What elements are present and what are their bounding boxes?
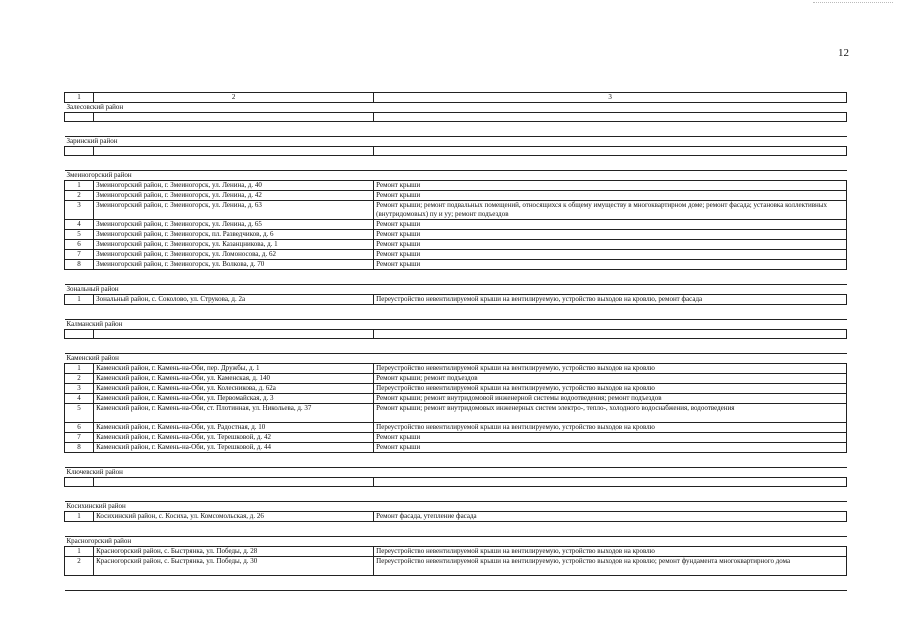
table-row: [65, 547, 847, 557]
address-cell: Змеиногорский район, г. Змеиногорск, ул. Ленина, д. 42: [94, 191, 374, 201]
empty-row: [65, 147, 847, 156]
empty-cell: [65, 478, 94, 487]
empty-cell: [374, 478, 847, 487]
row-number: 4: [65, 394, 94, 404]
address-cell: Каменский район, г. Камень-на-Оби, ул. Терешковой, д. 42: [94, 433, 374, 443]
empty-cell: [94, 330, 374, 339]
work-cell: Ремонт крыши: [374, 433, 847, 443]
empty-cell: [374, 147, 847, 156]
row-number: 1: [65, 547, 94, 557]
empty-row: [65, 330, 847, 339]
gap-cell: [65, 487, 847, 502]
district-name: Красногорский район: [65, 537, 847, 547]
row-number: 4: [65, 220, 94, 230]
row-number: 7: [65, 433, 94, 443]
table-row: [65, 230, 847, 240]
row-number: 8: [65, 260, 94, 270]
address-cell: Зональный район, с. Соколово, ул. Струкова, д. 2а: [94, 295, 374, 305]
table-row: [65, 364, 847, 374]
row-number: 3: [65, 201, 94, 220]
district-row: [65, 468, 847, 478]
address-cell: Змеиногорский район, г. Змеиногорск, ул. Ленина, д. 65: [94, 220, 374, 230]
work-cell: Ремонт фасада, утепление фасада: [374, 512, 847, 522]
address-cell: Каменский район, г. Камень-на-Оби, ул. Радостная, д. 10: [94, 423, 374, 433]
row-number: 2: [65, 374, 94, 384]
work-cell: Переустройство невентилируемой крыши на вентилируемую, устройство выходов на кровлю: [374, 384, 847, 394]
district-name: Залесовский район: [65, 103, 847, 113]
district-name: Ключевский район: [65, 468, 847, 478]
work-cell: Ремонт крыши: [374, 181, 847, 191]
empty-row: [65, 113, 847, 122]
row-number: 6: [65, 240, 94, 250]
row-number: 3: [65, 384, 94, 394]
gap-cell: [65, 339, 847, 354]
empty-cell: [65, 147, 94, 156]
work-cell: Ремонт крыши; ремонт внутридомовой инженерной системы водоотведения; ремонт подъездов: [374, 394, 847, 404]
section-gap: [65, 453, 847, 468]
address-cell: Каменский район, г. Камень-на-Оби, ст. Плотинная, ул. Никольева, д. 37: [94, 404, 374, 423]
section-gap: [65, 522, 847, 537]
work-cell: Ремонт крыши: [374, 250, 847, 260]
row-number: 1: [65, 364, 94, 374]
row-number: 2: [65, 557, 94, 576]
gap-cell: [65, 453, 847, 468]
gap-cell: [65, 270, 847, 285]
address-cell: Красногорский район, с. Быстрянка, ул. Победы, д. 30: [94, 557, 374, 576]
gap-cell: [65, 156, 847, 171]
col-header-work: 3: [374, 93, 847, 103]
address-cell: Каменский район, г. Камень-на-Оби, ул. Колесникова, д. 62а: [94, 384, 374, 394]
row-number: 5: [65, 230, 94, 240]
table-row: [65, 404, 847, 423]
section-gap: [65, 487, 847, 502]
work-cell: Ремонт крыши: [374, 191, 847, 201]
table-row: [65, 181, 847, 191]
district-row: [65, 171, 847, 181]
address-cell: Каменский район, г. Камень-на-Оби, пер. Дружбы, д. 1: [94, 364, 374, 374]
gap-cell: [65, 122, 847, 137]
address-cell: Змеиногорский район, г. Змеиногорск, пл. Разведчиков, д. 6: [94, 230, 374, 240]
table-row: [65, 250, 847, 260]
work-cell: Ремонт крыши: [374, 260, 847, 270]
district-row: [65, 285, 847, 295]
table-row: [65, 512, 847, 522]
page-number: 12: [838, 47, 849, 59]
table-row: [65, 557, 847, 576]
row-number: 8: [65, 443, 94, 453]
district-row: [65, 537, 847, 547]
empty-cell: [374, 113, 847, 122]
row-number: 6: [65, 423, 94, 433]
district-row: [65, 103, 847, 113]
empty-row: [65, 478, 847, 487]
work-cell: Переустройство невентилируемой крыши на вентилируемую, устройство выходов на кровлю: [374, 364, 847, 374]
address-cell: Каменский район, г. Камень-на-Оби, ул. Каменская, д. 140: [94, 374, 374, 384]
address-cell: Змеиногорский район, г. Змеиногорск, ул. Ленина, д. 63: [94, 201, 374, 220]
work-cell: Переустройство невентилируемой крыши на вентилируемую, устройство выходов на кровлю: [374, 423, 847, 433]
section-gap: [65, 305, 847, 320]
empty-cell: [65, 330, 94, 339]
work-cell: Ремонт крыши; ремонт подъездов: [374, 374, 847, 384]
row-number: 7: [65, 250, 94, 260]
work-cell: Ремонт крыши: [374, 240, 847, 250]
address-cell: Косихинский район, с. Косиха, ул. Комсомольская, д. 26: [94, 512, 374, 522]
table-row: [65, 240, 847, 250]
table-row: [65, 374, 847, 384]
table-row: [65, 423, 847, 433]
address-cell: Змеиногорский район, г. Змеиногорск, ул. Волкова, д. 70: [94, 260, 374, 270]
table-row: [65, 384, 847, 394]
district-row: [65, 320, 847, 330]
table-row: [65, 260, 847, 270]
gap-cell: [65, 522, 847, 537]
address-cell: Каменский район, г. Камень-на-Оби, ул. Первомайская, д. 3: [94, 394, 374, 404]
table-row: [65, 443, 847, 453]
section-gap: [65, 156, 847, 171]
table-row: [65, 220, 847, 230]
table-row: [65, 394, 847, 404]
district-name: Калманский район: [65, 320, 847, 330]
address-cell: Красногорский район, с. Быстрянка, ул. Победы, д. 28: [94, 547, 374, 557]
address-cell: Каменский район, г. Камень-на-Оби, ул. Терешковой, д. 44: [94, 443, 374, 453]
empty-cell: [94, 147, 374, 156]
section-gap: [65, 270, 847, 285]
district-row: [65, 502, 847, 512]
work-cell: Ремонт крыши; ремонт внутридомовых инженерных систем электро-, тепло-, холодного водоснабжения, водоотведения: [374, 404, 847, 423]
empty-cell: [374, 330, 847, 339]
section-gap: [65, 122, 847, 137]
empty-cell: [94, 113, 374, 122]
section-gap: [65, 576, 847, 591]
address-cell: Змеиногорский район, г. Змеиногорск, ул. Казанцникова, д. 1: [94, 240, 374, 250]
scan-artifact: [813, 2, 893, 4]
section-gap: [65, 339, 847, 354]
row-number: 1: [65, 295, 94, 305]
work-cell: Ремонт крыши: [374, 443, 847, 453]
district-name: Косихинский район: [65, 502, 847, 512]
table-header-row: [65, 93, 847, 103]
row-number: 1: [65, 512, 94, 522]
gap-cell: [65, 305, 847, 320]
gap-cell: [65, 576, 847, 591]
address-cell: Змеиногорский район, г. Змеиногорск, ул. Ломоносова, д. 62: [94, 250, 374, 260]
work-cell: Ремонт крыши; ремонт подвальных помещений, относящихся к общему имуществу в многоквартирном доме; ремонт фасада; установка коллективных (внутридомовых) пу и уу; ремонт подъездов: [374, 201, 847, 220]
district-name: Зональный район: [65, 285, 847, 295]
row-number: 1: [65, 181, 94, 191]
table-row: [65, 201, 847, 220]
col-header-number: 1: [65, 93, 94, 103]
district-row: [65, 354, 847, 364]
col-header-address: 2: [94, 93, 374, 103]
empty-cell: [94, 478, 374, 487]
row-number: 2: [65, 191, 94, 201]
table-row: [65, 191, 847, 201]
work-cell: Переустройство невентилируемой крыши на вентилируемую, устройство выходов на кровлю, ремонт фасада: [374, 295, 847, 305]
empty-cell: [65, 113, 94, 122]
row-number: 5: [65, 404, 94, 423]
district-name: Каменский район: [65, 354, 847, 364]
work-cell: Ремонт крыши: [374, 220, 847, 230]
district-name: Заринский район: [65, 137, 847, 147]
district-name: Змеиногорский район: [65, 171, 847, 181]
work-cell: Переустройство невентилируемой крыши на вентилируемую, устройство выходов на кровлю; ремонт фундамента многоквартирного дома: [374, 557, 847, 576]
repair-schedule-table: [64, 92, 847, 591]
work-cell: Переустройство невентилируемой крыши на вентилируемую, устройство выходов на кровлю: [374, 547, 847, 557]
district-row: [65, 137, 847, 147]
table-row: [65, 295, 847, 305]
address-cell: Змеиногорский район, г. Змеиногорск, ул. Ленина, д. 40: [94, 181, 374, 191]
table-row: [65, 433, 847, 443]
work-cell: Ремонт крыши: [374, 230, 847, 240]
